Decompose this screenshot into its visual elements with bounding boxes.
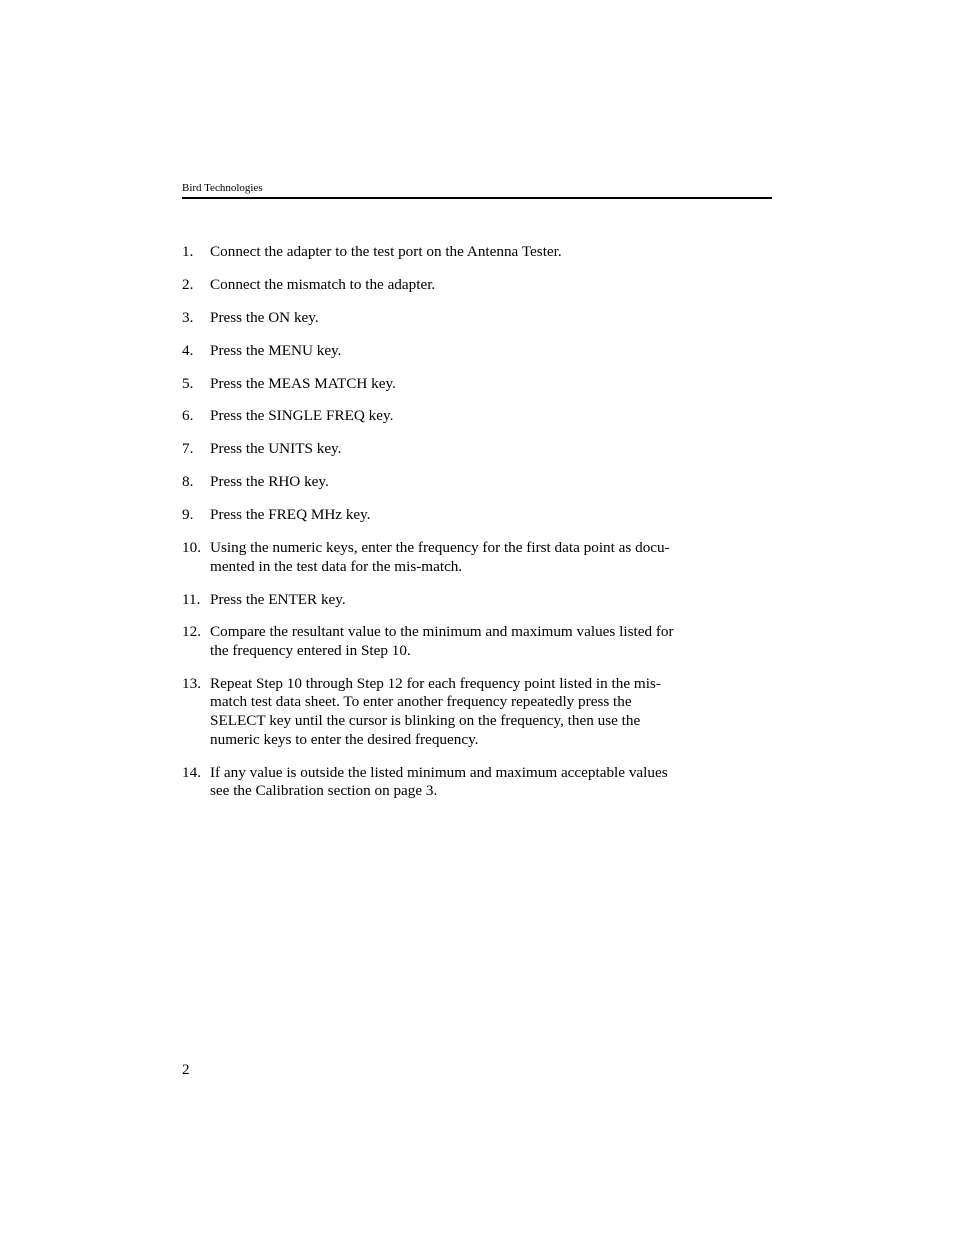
list-item (182, 623, 772, 660)
step-text: Press the UNITS key. (210, 440, 342, 458)
list-item (182, 375, 772, 394)
header-rule (182, 197, 772, 199)
step-text: Press the MENU key. (210, 341, 342, 359)
step-number: 13. (182, 674, 201, 692)
procedure-steps (182, 243, 772, 815)
list-item (182, 675, 772, 749)
step-text: Connect the adapter to the test port on the Antenna Tester. (210, 243, 562, 260)
step-number: 11. (182, 590, 201, 608)
step-text: Press the FREQ MHz key. (210, 506, 371, 524)
step-text: Press the RHO key. (210, 473, 329, 491)
step-text: Press the ON key. (210, 308, 319, 326)
step-text: Press the SINGLE FREQ key. (210, 407, 394, 425)
step-number: 8. (182, 473, 194, 491)
step-text: Compare the resultant value to the minimum and maximum values listed for the frequency entered in Step 10. (210, 623, 674, 659)
step-number: 7. (182, 440, 194, 458)
list-item (182, 473, 772, 492)
step-text: Using the numeric keys, enter the frequency for the first data point as docu- mented in the test data for the mis-match. (210, 539, 670, 575)
page-header (182, 181, 772, 199)
step-number: 3. (182, 308, 194, 326)
list-item (182, 440, 772, 459)
step-number: 2. (182, 275, 194, 293)
step-number: 12. (182, 623, 201, 641)
step-text: Press the MEAS MATCH key. (210, 374, 396, 392)
list-item (182, 276, 772, 295)
list-item (182, 539, 772, 576)
step-text: If any value is outside the listed minimum and maximum acceptable values see the Calibration section on page 3. (210, 763, 668, 800)
step-number: 5. (182, 374, 194, 392)
list-item (182, 764, 772, 801)
list-item (182, 342, 772, 361)
page-number: 2 (182, 1061, 190, 1078)
list-item (182, 309, 772, 328)
list-item (182, 243, 772, 262)
step-number: 10. (182, 539, 201, 557)
step-text: Connect the mismatch to the adapter. (210, 275, 436, 293)
step-number: 14. (182, 763, 201, 781)
header-company: Bird Technologies (182, 182, 263, 194)
list-item (182, 591, 772, 610)
step-number: 6. (182, 407, 194, 425)
step-number: 4. (182, 341, 194, 359)
list-item (182, 506, 772, 525)
step-text: Repeat Step 10 through Step 12 for each frequency point listed in the mis- match test data sheet. To enter another frequency repeatedly press the SELECT key until the cursor is blinking on the frequency, then use the numeric keys to enter the desired frequency. (210, 674, 661, 748)
step-number: 9. (182, 506, 194, 524)
list-item (182, 407, 772, 426)
step-text: Press the ENTER key. (210, 590, 346, 608)
step-number: 1. (182, 243, 194, 260)
